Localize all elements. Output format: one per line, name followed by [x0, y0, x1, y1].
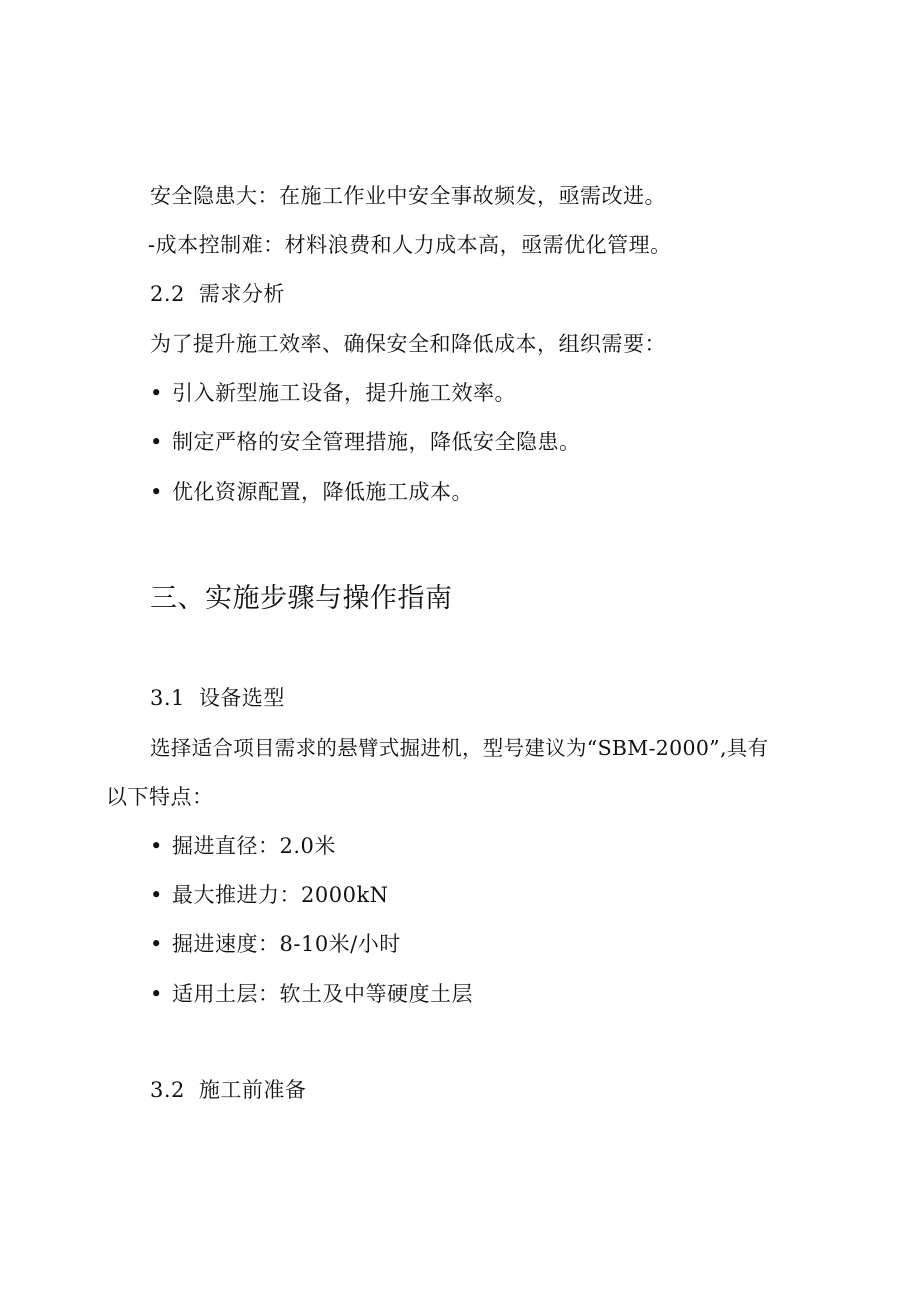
subheading-3-1 — [150, 683, 285, 713]
list-item — [150, 880, 389, 910]
bullet-marker: • — [150, 932, 163, 956]
list-item-text: 掘进直径：2.0米 — [172, 834, 336, 858]
subheading-2-2 — [150, 279, 285, 309]
list-item — [150, 378, 516, 408]
bullet-marker: • — [150, 381, 163, 405]
subheading-title: 施工前准备 — [198, 1078, 307, 1102]
bullet-marker: • — [150, 480, 163, 504]
paragraph-cost-control: -成本控制难：材料浪费和人力成本高，亟需优化管理。 — [148, 233, 672, 257]
bullet-marker: • — [150, 834, 163, 858]
list-item-text: 制定严格的安全管理措施，降低安全隐患。 — [172, 430, 581, 454]
list-item-text: 掘进速度：8-10米/小时 — [172, 932, 401, 956]
list-item — [150, 477, 473, 507]
subheading-number: 3.1 — [150, 686, 185, 710]
paragraph-needs-intro: 为了提升施工效率、确保安全和降低成本，组织需要： — [150, 332, 666, 356]
paragraph-safety-risk: 安全隐患大：在施工作业中安全事故频发，亟需改进。 — [150, 184, 666, 208]
list-item — [150, 929, 401, 959]
bullet-marker: • — [150, 430, 163, 454]
subheading-3-2 — [150, 1075, 306, 1105]
list-item — [150, 979, 473, 1009]
paragraph-equipment-line2: 以下特点： — [106, 785, 214, 809]
list-item-text: 最大推进力：2000kN — [172, 883, 389, 907]
list-item — [150, 831, 336, 861]
subheading-number: 2.2 — [150, 282, 185, 306]
list-item-text: 适用土层：软土及中等硬度土层 — [172, 982, 473, 1006]
bullet-marker: • — [150, 982, 163, 1006]
subheading-title: 需求分析 — [198, 282, 285, 306]
list-item — [150, 427, 581, 457]
subheading-number: 3.2 — [150, 1078, 185, 1102]
list-item-text: 引入新型施工设备，提升施工效率。 — [172, 381, 516, 405]
bullet-marker: • — [150, 883, 163, 907]
section-heading-3: 三、实施步骤与操作指南 — [150, 583, 453, 614]
paragraph-equipment-line1: 选择适合项目需求的悬臂式掘进机，型号建议为“SBM-2000”,具有 — [150, 736, 769, 760]
subheading-title: 设备选型 — [198, 686, 285, 710]
list-item-text: 优化资源配置，降低施工成本。 — [172, 480, 473, 504]
